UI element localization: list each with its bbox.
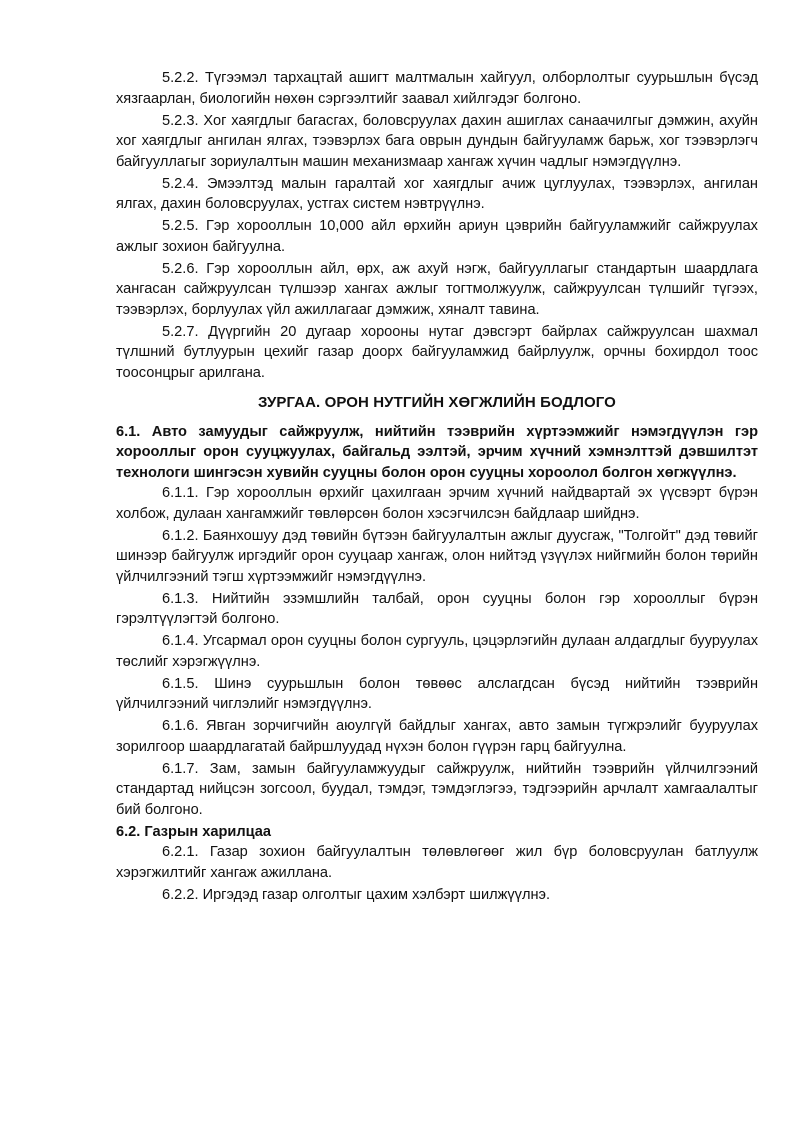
paragraph-number: 5.2.5. bbox=[162, 218, 199, 234]
subheading-6-2: 6.2. Газрын харилцаа bbox=[116, 823, 272, 840]
paragraph-number: 6.1.6. bbox=[162, 718, 199, 734]
paragraph-text: Эмээлтэд малын гаралтай хог хаягдлыг ачиж цуглуулах, тээвэрлэх, ангилан ялгах, дахин боловсруулах, устгах систем нэвтрүүлнэ. bbox=[116, 175, 758, 212]
paragraph-5-2-4 bbox=[116, 174, 758, 215]
paragraph-6-2-1 bbox=[116, 842, 758, 883]
paragraph-5-2-2 bbox=[116, 68, 758, 109]
paragraph-text: Баянхошуу дэд төвийн бүтээн байгуулалтын ажлыг дуусгаж, "Толгойт" дэд төвийг шинээр байгуулж иргэдийг орон сууцаар хангаж, олон нийтэд үзүүлэх нийгмийн болон төрийн үйлчилгээний тэгш хүртээмжийг нэмэгдүүлнэ. bbox=[116, 527, 758, 585]
paragraph-text: Гэр хорооллын өрхийг цахилгаан эрчим хүчний найдвартай эх үүсвэрт бүрэн холбож, дулаан хангамжийг төвлөрсөн болон хэсэгчилсэн байдлаар шийднэ. bbox=[116, 485, 758, 522]
paragraph-text: Хог хаягдлыг багасгах, боловсруулах дахин ашиглах санаачилгыг дэмжин, ахуйн хог хаягдлыг ангилан ялгах, тээвэрлэх бага оврын дундын байгууламж барьж, хог тээвэрлэгч байгууллагыг зориулалтын машин механизмаар хангаж хүчин чадлыг нэмэгдүүлнэ. bbox=[116, 112, 758, 170]
paragraph-5-2-5 bbox=[116, 216, 758, 257]
paragraph-text: Дүүргийн 20 дугаар хорооны нутаг дэвсгэрт байрлах сайжруулсан шахмал түлшний бутлуурын цехийг газар доорх байгууламжид байрлуулж, орчны бохирдол тоос тоосонцрыг арилгана. bbox=[116, 323, 758, 381]
paragraph-6-1-2 bbox=[116, 526, 758, 588]
paragraph-text: Газар зохион байгуулалтын төлөвлөгөөг жил бүр боловсруулан батлуулж хэрэгжилтийг хангаж ажиллана. bbox=[116, 844, 758, 881]
paragraph-text: Шинэ суурьшлын болон төвөөс алслагдсан бүсэд нийтийн тээврийн үйлчилгээний чиглэлийг нэмэгдүүлнэ. bbox=[116, 675, 758, 712]
paragraph-number: 6.1.2. bbox=[162, 527, 199, 544]
paragraph-text: Нийтийн эзэмшлийн талбай, орон сууцны болон гэр хорооллыг бүрэн гэрэлтүүлэгтэй болгоно. bbox=[116, 590, 758, 627]
paragraph-text: Угсармал орон сууцны болон сургууль, цэцэрлэгийн дулаан алдагдлыг бууруулах төслийг хэрэгжүүлнэ. bbox=[116, 633, 758, 670]
paragraph-number: 5.2.4. bbox=[162, 175, 199, 192]
paragraph-6-1-5 bbox=[116, 674, 758, 715]
paragraph-6-1-1 bbox=[116, 483, 758, 524]
paragraph-text: Түгээмэл тархацтай ашигт малтмалын хайгуул, олборлолтыг суурьшлын бүсэд хязгаарлан, биологийн нөхөн сэргээлтийг заавал хийлгэдэг болгоно. bbox=[116, 70, 758, 107]
paragraph-number: 6.1.5. bbox=[162, 675, 199, 692]
paragraph-text: Явган зорчигчийн аюулгүй байдлыг хангах, авто замын түгжрэлийг бууруулах зорилгоор шаардлагатай байршлуудад нүхэн болон гүүрэн гарц байгуулна. bbox=[116, 718, 758, 755]
paragraph-6-1-3 bbox=[116, 589, 758, 630]
paragraph-number: 5.2.3. bbox=[162, 112, 199, 129]
paragraph-number: 6.2.1. bbox=[162, 844, 199, 860]
paragraph-number: 5.2.6. bbox=[162, 260, 199, 277]
paragraph-6-1-4 bbox=[116, 631, 758, 672]
paragraph-number: 6.1.4. bbox=[162, 633, 199, 649]
paragraph-number: 6.2.2. bbox=[162, 886, 199, 903]
section-heading: ЗУРГАА. ОРОН НУТГИЙН ХӨГЖЛИЙН БОДЛОГО bbox=[258, 394, 616, 411]
paragraph-text: Зам, замын байгууламжуудыг сайжруулж, нийтийн тээврийн үйлчилгээний стандартад нийцсэн зогсоол, буудал, тэмдэг, тэмдэглэгээ, тэдгээрийн арчлалт хамгаалалтыг бий болгоно. bbox=[116, 760, 758, 818]
paragraph-6-2-2 bbox=[116, 885, 758, 906]
paragraph-5-2-7 bbox=[116, 322, 758, 384]
paragraph-number: 5.2.2. bbox=[162, 70, 199, 86]
goal-6-1: 6.1. Авто замуудыг сайжруулж, нийтийн тээврийн хүртээмжийг нэмэгдүүлэн гэр хорооллыг орон сууцжуулах, байгальд ээлтэй, эрчим хүчний хэмнэлттэй дэвшилтэт технологи шингэсэн хувийн сууцны болон орон сууцны хороолол болгон хөгжүүлнэ. bbox=[116, 423, 758, 481]
document-content bbox=[116, 68, 758, 907]
paragraph-6-1-7 bbox=[116, 759, 758, 821]
paragraph-5-2-3 bbox=[116, 111, 758, 173]
paragraph-6-1-6 bbox=[116, 716, 758, 757]
paragraph-5-2-6 bbox=[116, 259, 758, 321]
paragraph-number: 5.2.7. bbox=[162, 323, 199, 340]
paragraph-number: 6.1.3. bbox=[162, 590, 199, 607]
paragraph-text: Гэр хорооллын айл, өрх, аж ахуй нэгж, байгууллагыг стандартын шаардлага хангасан сайжруулсан түлшээр хангах ажлыг тогтмолжуулж, сайжруулсан түлшийг түгээх, тээвэрлэх, борлуулах үйл ажиллагааг дэмжиж, хяналт тавина. bbox=[116, 260, 758, 318]
paragraph-text: Иргэдэд газар олголтыг цахим хэлбэрт шилжүүлнэ. bbox=[202, 886, 551, 903]
paragraph-number: 6.1.1. bbox=[162, 485, 199, 501]
paragraph-number: 6.1.7. bbox=[162, 760, 199, 777]
paragraph-text: Гэр хорооллын 10,000 айл өрхийн ариун цэврийн байгууламжийг сайжруулах ажлыг зохион байгуулна. bbox=[116, 218, 758, 255]
